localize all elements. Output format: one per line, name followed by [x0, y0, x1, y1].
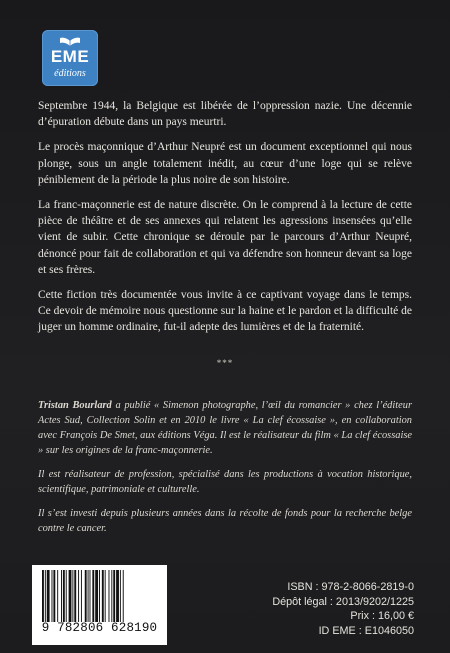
barcode-bar: [102, 570, 104, 622]
open-book-icon: [59, 37, 81, 47]
barcode-bar: [45, 570, 46, 622]
barcode-bar: [66, 570, 67, 622]
bio-paragraph: Il est réalisateur de profession, spécialisé dans les productions à vocation historique, scientifique, patrimoniale et culturelle.: [38, 469, 412, 495]
barcode-bar: [61, 570, 62, 622]
barcode-digits: 9 782806 628190: [41, 621, 158, 635]
price-line: Prix : 16,00 €: [350, 610, 414, 622]
barcode-bar: [57, 570, 58, 622]
barcode-bar: [120, 570, 121, 622]
barcode-bar: [95, 570, 98, 622]
summary-paragraph: Cette fiction très documentée vous invite à ce captivant voyage dans le temps. Ce devoir de mémoire nous questionne sur la haine et le pardon et la difficulté de juger un homme ordinaire, fut-il adepte des lumières et de la fraternité.: [38, 289, 412, 334]
summary-paragraph: La franc-maçonnerie est de nature discrète. On le comprend à la lecture de cette pièce de théâtre et de ses annexes qui relatent les agressions insensées qu’elle vient de subir. Cette chronique se déroule par le parcours d’Arthur Neupré, dénoncé pour fait de collaboration et qui va défendre son honneur devant sa loge et ses frères.: [38, 199, 412, 276]
summary-paragraph: Septembre 1944, la Belgique est libérée de l’oppression nazie. Une décennie d’épuration débute dans un pays meurtri.: [38, 100, 412, 129]
summary-text: [38, 98, 412, 345]
bio-paragraph: [38, 398, 412, 458]
barcode-bar: [105, 570, 106, 622]
barcode-bars: [42, 570, 157, 622]
summary-paragraph: Le procès maçonnique d’Arthur Neupré est un document exceptionnel qui nous plonge, sous un angle totalement inédit, au cœur d’une loge qui se relève péniblement de la période la plus noire de son histoire.: [38, 141, 412, 186]
barcode-bar: [42, 570, 44, 622]
barcode-bar: [63, 570, 65, 622]
barcode-bar: [116, 570, 119, 622]
logo-subtitle: éditions: [54, 68, 86, 79]
barcode-bar: [85, 570, 87, 622]
barcode-bar: [47, 570, 50, 622]
publication-info: [214, 580, 414, 638]
barcode-bar: [99, 570, 100, 622]
barcode-bar: [72, 570, 73, 622]
barcode-bar: [74, 570, 76, 622]
barcode-bar: [111, 570, 112, 622]
barcode-bar: [90, 570, 91, 622]
author-name: Tristan Bourlard: [38, 400, 112, 411]
barcode-bar: [123, 570, 124, 622]
logo-name: EME: [50, 47, 90, 66]
legal-deposit-line: Dépôt légal : 2013/9202/1225: [272, 595, 414, 608]
section-separator: ***: [216, 358, 234, 368]
barcode-bar: [109, 570, 110, 622]
barcode-bar: [53, 570, 55, 622]
barcode-bar: [69, 570, 72, 622]
isbn-barcode: [32, 565, 167, 645]
eme-id-line: ID EME : E1046050: [318, 624, 414, 637]
barcode-bar: [78, 570, 79, 622]
barcode-bar: [113, 570, 115, 622]
author-bio: [38, 398, 412, 545]
bio-paragraph: Il s’est investi depuis plusieurs années dans la récolte de fonds pour la recherche belge contre le cancer.: [38, 508, 412, 534]
barcode-bar: [81, 570, 82, 622]
barcode-bar: [92, 570, 94, 622]
publisher-logo: [42, 30, 98, 86]
barcode-bar: [88, 570, 89, 622]
barcode-bar: [52, 570, 53, 622]
isbn-line: ISBN : 978-2-8066-2819-0: [287, 581, 414, 593]
bio-text: a publié « Simenon photographe, l’œil du romancier » chez l’éditeur Actes Sud, Collection Solin et en 2010 le livre « La clef écossaise », en collaboration avec François De Smet, aux éditions Véga. Il est le réalisateur du film « La clef écossaise » sur les origines de la franc-maçonnerie.: [38, 400, 412, 456]
